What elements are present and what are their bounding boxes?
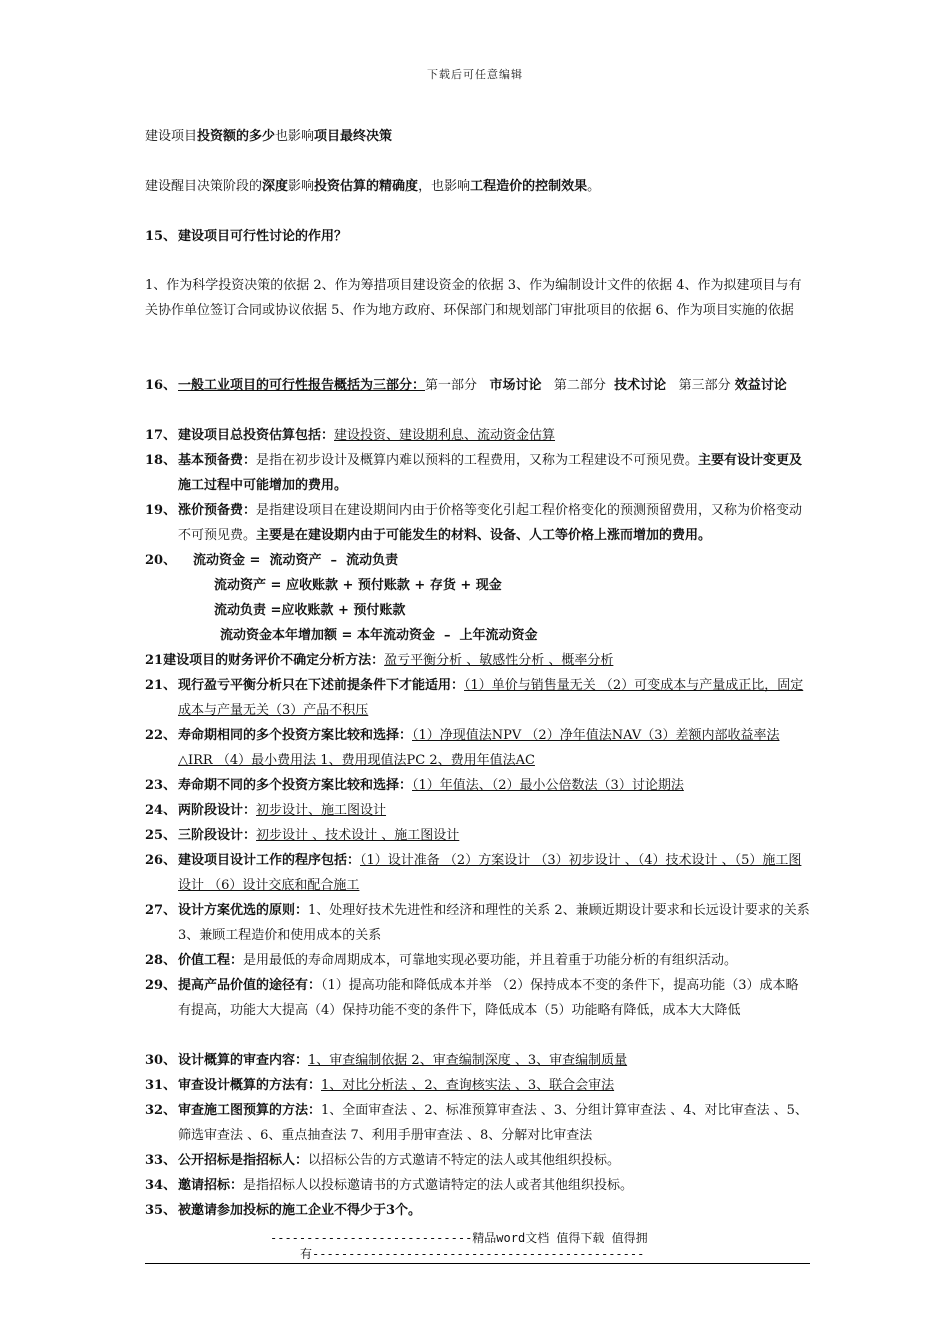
item-30: [145, 1048, 810, 1073]
item-number: 30、: [145, 1053, 177, 1068]
item-label: 现行盈亏平衡分析只在下述前提条件下才能适用：: [178, 678, 465, 693]
item-number: 23、: [145, 778, 177, 793]
item-19: [145, 498, 810, 548]
part-label: 第二部分: [553, 378, 606, 393]
item-21a: [145, 648, 810, 673]
item-16: [145, 373, 810, 398]
item-23: [145, 773, 810, 798]
item-text: （1）设计准备 （2）方案设计 （3）初步设计 、（4）技术设计 、（5）施工图设计 （6）设计交底和配合施工: [178, 853, 802, 893]
item-number: 15、: [145, 229, 177, 244]
item-number: 27、: [145, 903, 177, 918]
formula-current-assets: 流动资产 = 应收账款 + 预付账款 + 存货 + 现金: [214, 578, 502, 593]
part-keyword: 技术讨论: [614, 378, 667, 393]
item-24: [145, 798, 810, 823]
item-label: 提高产品价值的途径有：: [178, 978, 322, 993]
item-number: 19、: [145, 503, 177, 518]
item-text: （1）单价与销售量无关 （2）可变成本与产量成正比，固定成本与产量无关（3）产品不积压: [178, 678, 804, 718]
intro-line-1: [145, 124, 810, 149]
item-body: [178, 373, 810, 398]
item-label: 寿命期不同的多个投资方案比较和选择：: [178, 778, 413, 793]
item-text: 1、对比分析法 、2、查询核实法 、3、联合会审法: [321, 1078, 615, 1093]
formula-working-capital: 流动资金 = 流动资产 – 流动负责: [193, 553, 399, 568]
item-34: [145, 1173, 810, 1198]
item-label: 设计方案优选的原则：: [178, 903, 309, 918]
formula-capital-increase: 流动资金本年增加额 = 本年流动资金 – 上年流动资金: [220, 628, 538, 643]
item-27: [145, 898, 810, 948]
footer-text-line-2: 有----------------------------------------------: [300, 1247, 645, 1261]
item-35: [145, 1198, 810, 1223]
item-label: 建设项目的财务评价不确定分析方法：: [163, 653, 385, 668]
item-label: 一般工业项目的可行性报告概括为三部分：: [178, 378, 426, 393]
question-title: 建设项目可行性讨论的作用？: [178, 229, 348, 244]
intro-bold: 项目最终决策: [314, 129, 393, 144]
item-number: 16、: [145, 378, 177, 393]
item-label: 邀请招标：: [178, 1178, 244, 1193]
item-label: 审查设计概算的方法有：: [178, 1078, 322, 1093]
intro-text: 。: [587, 179, 601, 194]
item-number: 20、: [145, 553, 177, 568]
item-number: 33、: [145, 1153, 177, 1168]
footer-divider: [145, 1263, 810, 1264]
intro-bold: 工程造价的控制效果: [470, 179, 588, 194]
item-text: 以招标公告的方式邀请不特定的法人或其他组织投标。: [308, 1153, 621, 1168]
item-label: 两阶段设计：: [178, 803, 257, 818]
item-29: [145, 973, 810, 1023]
item-text: 是指在初步设计及概算内难以预料的工程费用，又称为工程建设不可预见费。: [256, 453, 699, 468]
item-text: 初步设计、施工图设计: [256, 803, 387, 818]
item-number: 25、: [145, 828, 177, 843]
item-text: 是指招标人以投标邀请书的方式邀请特定的法人或者其他组织投标。: [243, 1178, 634, 1193]
item-26: [145, 848, 810, 898]
item-text: 建设投资、建设期利息、流动资金估算: [334, 428, 556, 443]
item-22: [145, 723, 810, 773]
item-label: 寿命期相同的多个投资方案比较和选择：: [178, 728, 413, 743]
item-number: 35、: [145, 1203, 177, 1218]
item-label: 价值工程：: [178, 953, 244, 968]
item-number: 21: [145, 653, 164, 668]
item-text: （1）净现值法NPV （2）净年值法NAV（3）差额内部收益率法△IRR （4）最小费用法 1、费用现值法PC 2、费用年值法AC: [178, 728, 780, 768]
page-header: 下载后可任意编辑: [427, 68, 523, 81]
item-label: 公开招标是指招标人：: [178, 1153, 309, 1168]
answer-15: 1、作为科学投资决策的依据 2、作为筹措项目建设资金的依据 3、作为编制设计文件的依据 4、作为拟建项目与有关协作单位签订合同或协议依据 5、作为地方政府、环保部门和规划部门审批项目的依据 6、作为项目实施的依据: [145, 278, 802, 318]
item-number: 29、: [145, 978, 177, 993]
intro-text: 影响: [288, 179, 315, 194]
intro-bold: 投资估算的精确度: [314, 179, 419, 194]
item-number: 34、: [145, 1178, 177, 1193]
intro-text: 建设醒目决策阶段的: [145, 179, 263, 194]
item-number: 17、: [145, 428, 177, 443]
item-label: 设计概算的审查内容：: [178, 1053, 309, 1068]
footer-text-line-1: ----------------------------精品word文档 值得下载 值得拥: [270, 1231, 648, 1245]
intro-text: 也影响: [275, 129, 315, 144]
item-label: 被邀请参加投标的施工企业不得少于3个。: [178, 1203, 422, 1218]
item-17: [145, 423, 810, 448]
item-emphasis: 主要是在建设期内由于可能发生的材料、设备、人工等价格上涨而增加的费用。: [256, 528, 712, 543]
item-label: 三阶段设计：: [178, 828, 257, 843]
item-18: [145, 448, 810, 498]
part-keyword: 效益讨论: [734, 378, 787, 393]
item-number: 26、: [145, 853, 177, 868]
item-28: [145, 948, 810, 973]
item-text: 1、审查编制依据 2、审查编制深度 、3、审查编制质量: [308, 1053, 628, 1068]
item-number: 28、: [145, 953, 177, 968]
item-emphasis: 主要有设计变更及施工过程中可能增加的费用。: [178, 453, 803, 493]
intro-bold: 投资额的多少: [197, 129, 276, 144]
item-text: 是指建设项目在建设期间内由于价格等变化引起工程价格变化的预测预留费用，又称为价格变动不可预见费。: [178, 503, 803, 543]
item-number: 18、: [145, 453, 177, 468]
item-20: [145, 548, 810, 573]
item-number: 32、: [145, 1103, 177, 1118]
item-text: （1）年值法、（2）最小公倍数法（3）讨论期法: [412, 778, 684, 793]
item-21b: [145, 673, 810, 723]
item-33: [145, 1148, 810, 1173]
part-label: 第一部分: [425, 378, 478, 393]
item-label: 建设项目总投资估算包括：: [178, 428, 335, 443]
item-text: （1）提高功能和降低成本并举 （2）保持成本不变的条件下，提高功能（3）成本略有提高，功能大大提高（4）保持功能不变的条件下，降低成本（5）功能略有降低，成本大大降低: [178, 978, 799, 1018]
item-text: 1、处理好技术先进性和经济和理性的关系 2、兼顾近期设计要求和长远设计要求的关系 3、兼顾工程造价和使用成本的关系: [178, 903, 810, 943]
intro-text: ，也影响: [418, 179, 471, 194]
item-25: [145, 823, 810, 848]
item-number: 22、: [145, 728, 177, 743]
item-label: 建设项目设计工作的程序包括：: [178, 853, 361, 868]
item-text: 是用最低的寿命周期成本，可靠地实现必要功能，并且着重于功能分析的有组织活动。: [243, 953, 738, 968]
item-number: 21、: [145, 678, 177, 693]
question-15: [145, 224, 810, 249]
item-text: 盈亏平衡分析 、敏感性分析 、概率分析: [384, 653, 614, 668]
item-text: 初步设计 、技术设计 、施工图设计: [256, 828, 460, 843]
part-keyword: 市场讨论: [489, 378, 542, 393]
formula-current-liabilities: 流动负责 =应收账款 + 预付账款: [214, 603, 406, 618]
intro-bold: 深度: [262, 179, 289, 194]
item-label: 涨价预备费：: [178, 503, 257, 518]
intro-text: 建设项目: [145, 129, 198, 144]
item-31: [145, 1073, 810, 1098]
item-label: 基本预备费：: [178, 453, 257, 468]
part-label: 第三部分: [678, 378, 731, 393]
item-label: 审查施工图预算的方法：: [178, 1103, 322, 1118]
item-text: 1、全面审查法 、2、标准预算审查法 、3、分组计算审查法 、4、对比审查法 、5、筛选审查法 、6、重点抽查法 7、利用手册审查法 、8、分解对比审查法: [178, 1103, 808, 1143]
intro-line-2: [145, 174, 810, 199]
item-number: 31、: [145, 1078, 177, 1093]
item-32: [145, 1098, 810, 1148]
item-number: 24、: [145, 803, 177, 818]
